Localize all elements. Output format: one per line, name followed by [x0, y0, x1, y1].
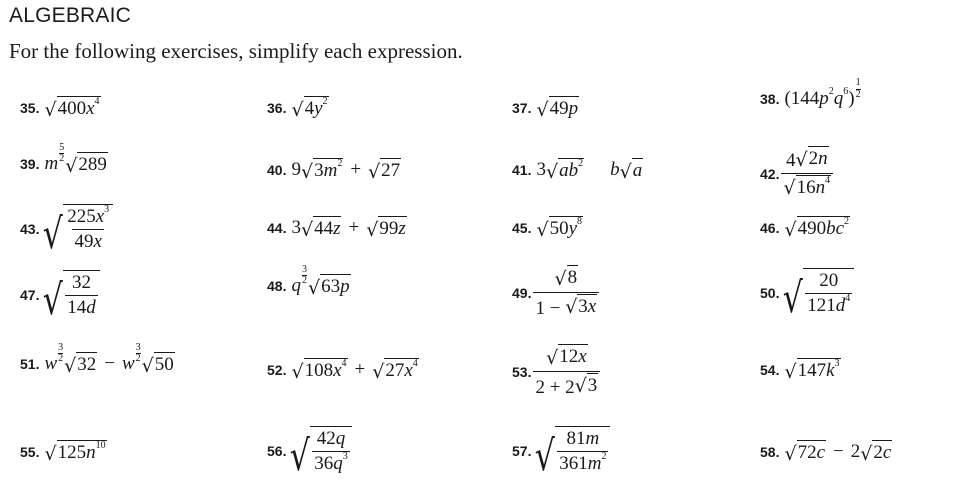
exercise-39: [20, 141, 108, 177]
fraction-exponent: 5 2: [59, 141, 65, 165]
plus-sign: +: [354, 358, 366, 380]
exercise-number: 37.: [512, 99, 532, 116]
expression: $(144p^2q^6)$: [784, 86, 855, 109]
fraction-exponent: 1 2: [855, 77, 861, 100]
exercise-number: 36.: [267, 99, 287, 116]
section-heading: ALGEBRAIC: [9, 4, 132, 27]
plus-sign: +: [348, 216, 360, 238]
fraction: √ 8 1 − √ 3x: [533, 265, 599, 320]
exercise-number: 52.: [267, 361, 287, 378]
exercise-52: [267, 358, 419, 382]
exercise-50: [760, 268, 854, 322]
radical: √ $108x^4$: [291, 358, 347, 383]
exercise-number: 57.: [512, 442, 532, 459]
exercise-number: 56.: [267, 442, 287, 459]
radical: √ 63p: [307, 276, 350, 299]
fraction: √ 12x 2 + 2 √ 3: [533, 344, 600, 399]
radical: √ $3m^2$: [300, 158, 343, 183]
coefficient: 3: [536, 158, 546, 180]
base: m: [44, 152, 59, 174]
exercise-58: [760, 440, 892, 464]
exercise-number: 55.: [20, 443, 40, 460]
fraction-exponent: 3 2: [135, 341, 141, 365]
radical: √ 289: [65, 154, 107, 177]
exercise-54: [760, 358, 841, 382]
exercise-number: 49.: [512, 284, 532, 301]
radical: √ a: [619, 160, 643, 183]
instructions: For the following exercises, simplify each expression.: [9, 39, 463, 63]
exercise-55: [20, 440, 107, 464]
exercise-number: 54.: [760, 361, 780, 378]
exercise-number: 43.: [20, 220, 40, 237]
exercise-35: [20, 96, 101, 120]
radical: √ $\frac{225x^3}{49x}$: [40, 204, 113, 254]
exercise-42: [760, 146, 834, 201]
exercise-number: 41.: [512, 161, 532, 178]
radical: √ $490bc^2$: [784, 216, 850, 241]
radical: √ $27x^4$: [372, 358, 418, 383]
exercise-number: 44.: [267, 219, 287, 236]
radical: √ 27: [368, 160, 401, 183]
exercise-number: 53.: [512, 363, 532, 380]
exercise-41: [512, 158, 643, 182]
radical: √ $400x^4$: [44, 96, 100, 121]
exercise-number: 58.: [760, 443, 780, 460]
exercise-51: [20, 341, 175, 377]
radical: √ $\frac{20}{121d^4}$: [780, 268, 854, 318]
radical: √ 32: [64, 354, 97, 377]
radical: √ 2c: [860, 442, 892, 465]
radical: √ 44z: [300, 218, 341, 241]
base: w: [44, 352, 58, 374]
exercise-45: [512, 216, 583, 240]
radical: √ $50y^8$: [536, 216, 583, 241]
base: w: [121, 352, 135, 374]
minus-sign: −: [833, 440, 844, 462]
exercise-number: 45.: [512, 219, 532, 236]
exercise-49: [512, 265, 600, 320]
exercise-36: [267, 96, 329, 120]
exercise-number: 42.: [760, 165, 780, 182]
radical: √ $\frac{42q}{36q^3}$: [287, 426, 351, 476]
exercise-56: [267, 426, 352, 480]
exercise-37: [512, 96, 579, 120]
exercise-number: 50.: [760, 284, 780, 301]
radical: √ 72c: [784, 442, 826, 465]
exercise-40: [267, 158, 401, 182]
radical: √ 99z: [366, 218, 406, 241]
coefficient: 2: [850, 440, 861, 462]
radical: √ 50: [141, 354, 174, 377]
coefficient: 3: [291, 216, 301, 238]
fraction-exponent: 3 2: [58, 341, 64, 365]
exercise-number: 48.: [267, 277, 287, 294]
exercise-43: [20, 204, 113, 258]
radical: √ $ab^2$: [545, 158, 584, 183]
fraction: 4 √ 2n √ $16n^4$: [781, 146, 833, 201]
base: q: [291, 274, 301, 296]
radical: √ $\frac{32}{14d}$: [40, 270, 99, 320]
radical: √ 49p: [536, 98, 579, 121]
minus-sign: −: [104, 352, 115, 374]
radical: √ $147k^3$: [784, 358, 840, 383]
radical: √ $125n^{10}$: [44, 440, 106, 465]
exercise-44: [267, 216, 407, 240]
fraction-exponent: 3 2: [301, 263, 307, 287]
exercise-47: [20, 270, 100, 324]
exercise-number: 38.: [760, 91, 780, 107]
exercise-number: 47.: [20, 286, 40, 303]
exercise-number: 51.: [20, 355, 40, 372]
exercise-number: 40.: [267, 161, 287, 178]
exercise-number: 39.: [20, 155, 40, 172]
exercise-57: [512, 426, 610, 480]
exercise-number: 46.: [760, 219, 780, 236]
radical: √ $\frac{81m}{361m^2}$: [532, 426, 610, 476]
exercise-53: [512, 344, 601, 399]
radical: √ $4y^2$: [291, 96, 328, 121]
plus-sign: +: [350, 158, 362, 180]
exercise-46: [760, 216, 850, 240]
coefficient: b: [610, 158, 620, 180]
exercise-48: [267, 263, 351, 299]
exercise-38: [760, 77, 862, 110]
exercise-number: 35.: [20, 99, 40, 116]
coefficient: 9: [291, 158, 301, 180]
